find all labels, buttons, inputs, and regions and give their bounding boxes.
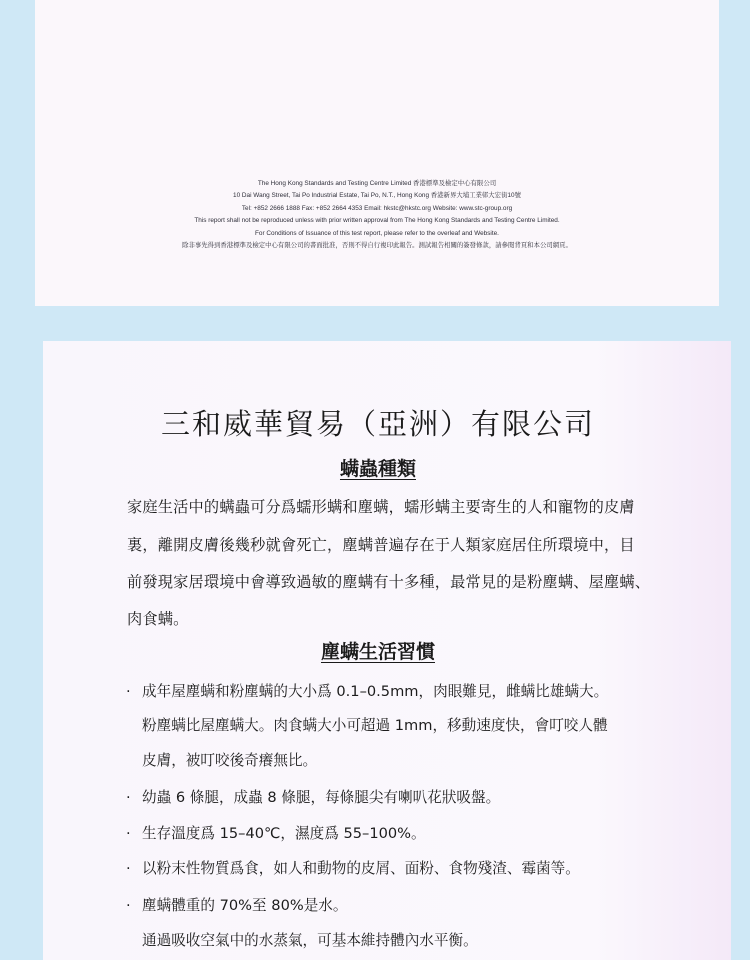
bullet-dot: · [126,683,131,700]
bullet-continuation: 皮膚，被叮咬後奇癢無比。 [142,752,318,769]
paragraph-line: 肉食螨。 [127,610,189,628]
section-heading-mite-types [43,454,713,481]
bullet-text: 生存溫度爲 15–40℃，濕度爲 55–100%。 [142,825,426,842]
bullet-continuation: 通過吸收空氣中的水蒸氣，可基本維持體內水平衡。 [142,932,478,949]
bullet-dot: · [126,789,131,806]
document-page [43,341,731,960]
footer-contact: Tel: +852 2666 1888 Fax: +852 2664 4353 Email: hkstc@hkstc.org Website: www.stc-group.org [241,204,513,212]
footer-reproduction-notice: This report shall not be reproduced unless with prior written approval from The Hong Kong Standards and Testing Centre Limited. [194,217,560,225]
bullet-text: 成年屋塵螨和粉塵螨的大小爲 0.1–0.5mm，肉眼難見，雌螨比雄螨大。 [142,683,609,700]
footer-chinese-notice: 除非事先得到香港標準及檢定中心有限公司的書面批准，否則不得自行複印此報告。測試報告相關的簽發條款，請參閱背頁和本公司網頁。 [182,242,572,250]
footer-address: 10 Dai Wang Street, Tai Po Industrial Estate, Tai Po, N.T., Hong Kong 香港新界大埔工業邨大宏街10號 [233,192,521,200]
bullet-item [126,786,500,807]
bullet-item [126,680,608,701]
section-heading-dust-mite-habits [43,637,713,664]
bullet-dot: · [126,860,131,877]
section-heading-text: 螨蟲種類 [339,458,416,480]
bullet-item [126,857,580,878]
bullet-text: 幼蟲 6 條腿，成蟲 8 條腿，每條腿尖有喇叭花狀吸盤。 [142,789,501,806]
bullet-item [126,822,426,843]
paragraph-line: 家庭生活中的螨蟲可分爲蠕形螨和塵螨，蠕形螨主要寄生的人和寵物的皮膚 [127,498,635,516]
paragraph-line: 裏，離開皮膚後幾秒就會死亡，塵螨普遍存在于人類家庭居住所環境中，目 [127,536,635,554]
bullet-dot: · [126,897,131,914]
bullet-dot: · [126,825,131,842]
footer-conditions-notice: For Conditions of Issuance of this test report, please refer to the overleaf and Website. [255,229,499,237]
bullet-text: 塵螨體重的 70%至 80%是水。 [142,897,348,914]
bullet-item [126,894,348,915]
section-heading-text: 塵螨生活習慣 [320,641,435,663]
previous-page-footer-area [35,0,719,306]
paragraph-line: 前發現家居環境中會導致過敏的塵螨有十多種，最常見的是粉塵螨、屋塵螨、 [127,573,651,591]
test-centre-footer [35,178,719,252]
bullet-text: 以粉末性物質爲食，如人和動物的皮屑、面粉、食物殘渣、霉菌等。 [142,860,580,877]
footer-company-name: The Hong Kong Standards and Testing Centre Limited 香港標準及檢定中心有限公司 [257,180,497,187]
bullet-continuation: 粉塵螨比屋塵螨大。肉食螨大小可超過 1mm，移動速度快，會叮咬人體 [142,717,608,734]
company-title: 三和威華貿易（亞洲）有限公司 [160,407,595,441]
